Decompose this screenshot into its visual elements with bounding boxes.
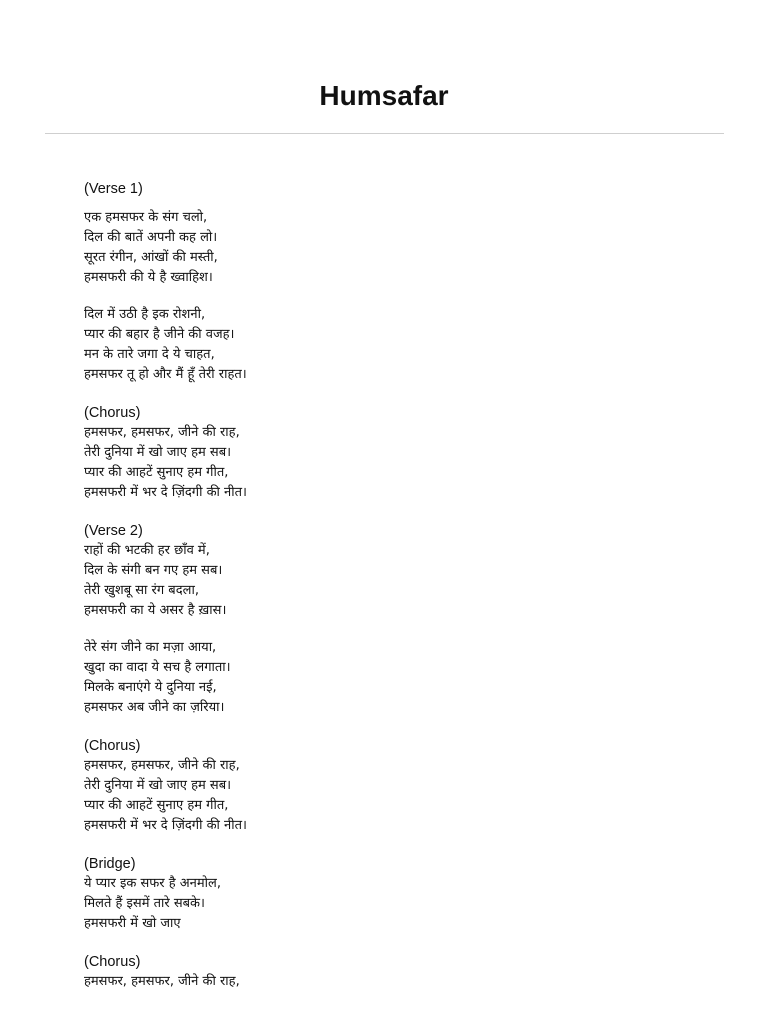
lyric-line: हमसफर, हमसफर, जीने की राह, [84, 974, 240, 989]
lyric-line: सूरत रंगीन, आंखों की मस्ती, [84, 250, 218, 265]
lyric-line: हमसफरी का ये असर है ख़ास। [84, 603, 227, 618]
lyric-line: प्यार की बहार है जीने की वजह। [84, 327, 235, 342]
page-title: Humsafar [319, 80, 449, 111]
section-label-chorus: (Chorus) [84, 954, 141, 970]
lyrics-body [84, 180, 704, 992]
lyric-line: तेरी खुशबू सा रंग बदला, [84, 583, 199, 598]
lyric-line: तेरी दुनिया में खो जाए हम सब। [84, 445, 232, 460]
lyric-line: प्यार की आहटें सुनाए हम गीत, [84, 465, 229, 480]
lyric-line: मिलते हैं इसमें तारे सबके। [84, 896, 205, 911]
lyric-line: दिल के संगी बन गए हम सब। [84, 563, 223, 578]
lyric-line: हमसफर, हमसफर, जीने की राह, [84, 758, 240, 773]
lyric-line: एक हमसफर के संग चलो, [84, 210, 208, 225]
lyric-line: राहों की भटकी हर छाँव में, [84, 543, 210, 558]
lyric-line: हमसफरी की ये है ख्वाहिश। [84, 270, 213, 285]
lyric-line: दिल की बातें अपनी कह लो। [84, 230, 218, 245]
section-label-verse-2: (Verse 2) [84, 523, 143, 539]
lyric-line: हमसफरी में भर दे ज़िंदगी की नीत। [84, 485, 247, 500]
title-divider [45, 133, 724, 134]
lyric-line: दिल में उठी है इक रोशनी, [84, 307, 206, 322]
lyric-line: ये प्यार इक सफर है अनमोल, [84, 876, 221, 891]
lyric-line: हमसफर अब जीने का ज़रिया। [84, 700, 225, 715]
section-label-chorus: (Chorus) [84, 738, 141, 754]
lyric-line: मिलके बनाएंगे ये दुनिया नई, [84, 680, 217, 695]
lyric-line: हमसफर, हमसफर, जीने की राह, [84, 425, 240, 440]
lyric-line: हमसफरी में खो जाए [84, 916, 181, 931]
section-label-bridge: (Bridge) [84, 856, 136, 872]
lyric-line: मन के तारे जगा दे ये चाहत, [84, 347, 215, 362]
lyric-line: तेरे संग जीने का मज़ा आया, [84, 640, 217, 655]
section-label-verse-1: (Verse 1) [84, 181, 143, 197]
section-label-chorus: (Chorus) [84, 405, 141, 421]
lyric-line: तेरी दुनिया में खो जाए हम सब। [84, 778, 232, 793]
lyric-line: खुदा का वादा ये सच है लगाता। [84, 660, 231, 675]
lyric-line: प्यार की आहटें सुनाए हम गीत, [84, 798, 229, 813]
lyric-line: हमसफरी में भर दे ज़िंदगी की नीत। [84, 818, 247, 833]
lyric-line: हमसफर तू हो और मैं हूँ तेरी राहत। [84, 367, 247, 382]
